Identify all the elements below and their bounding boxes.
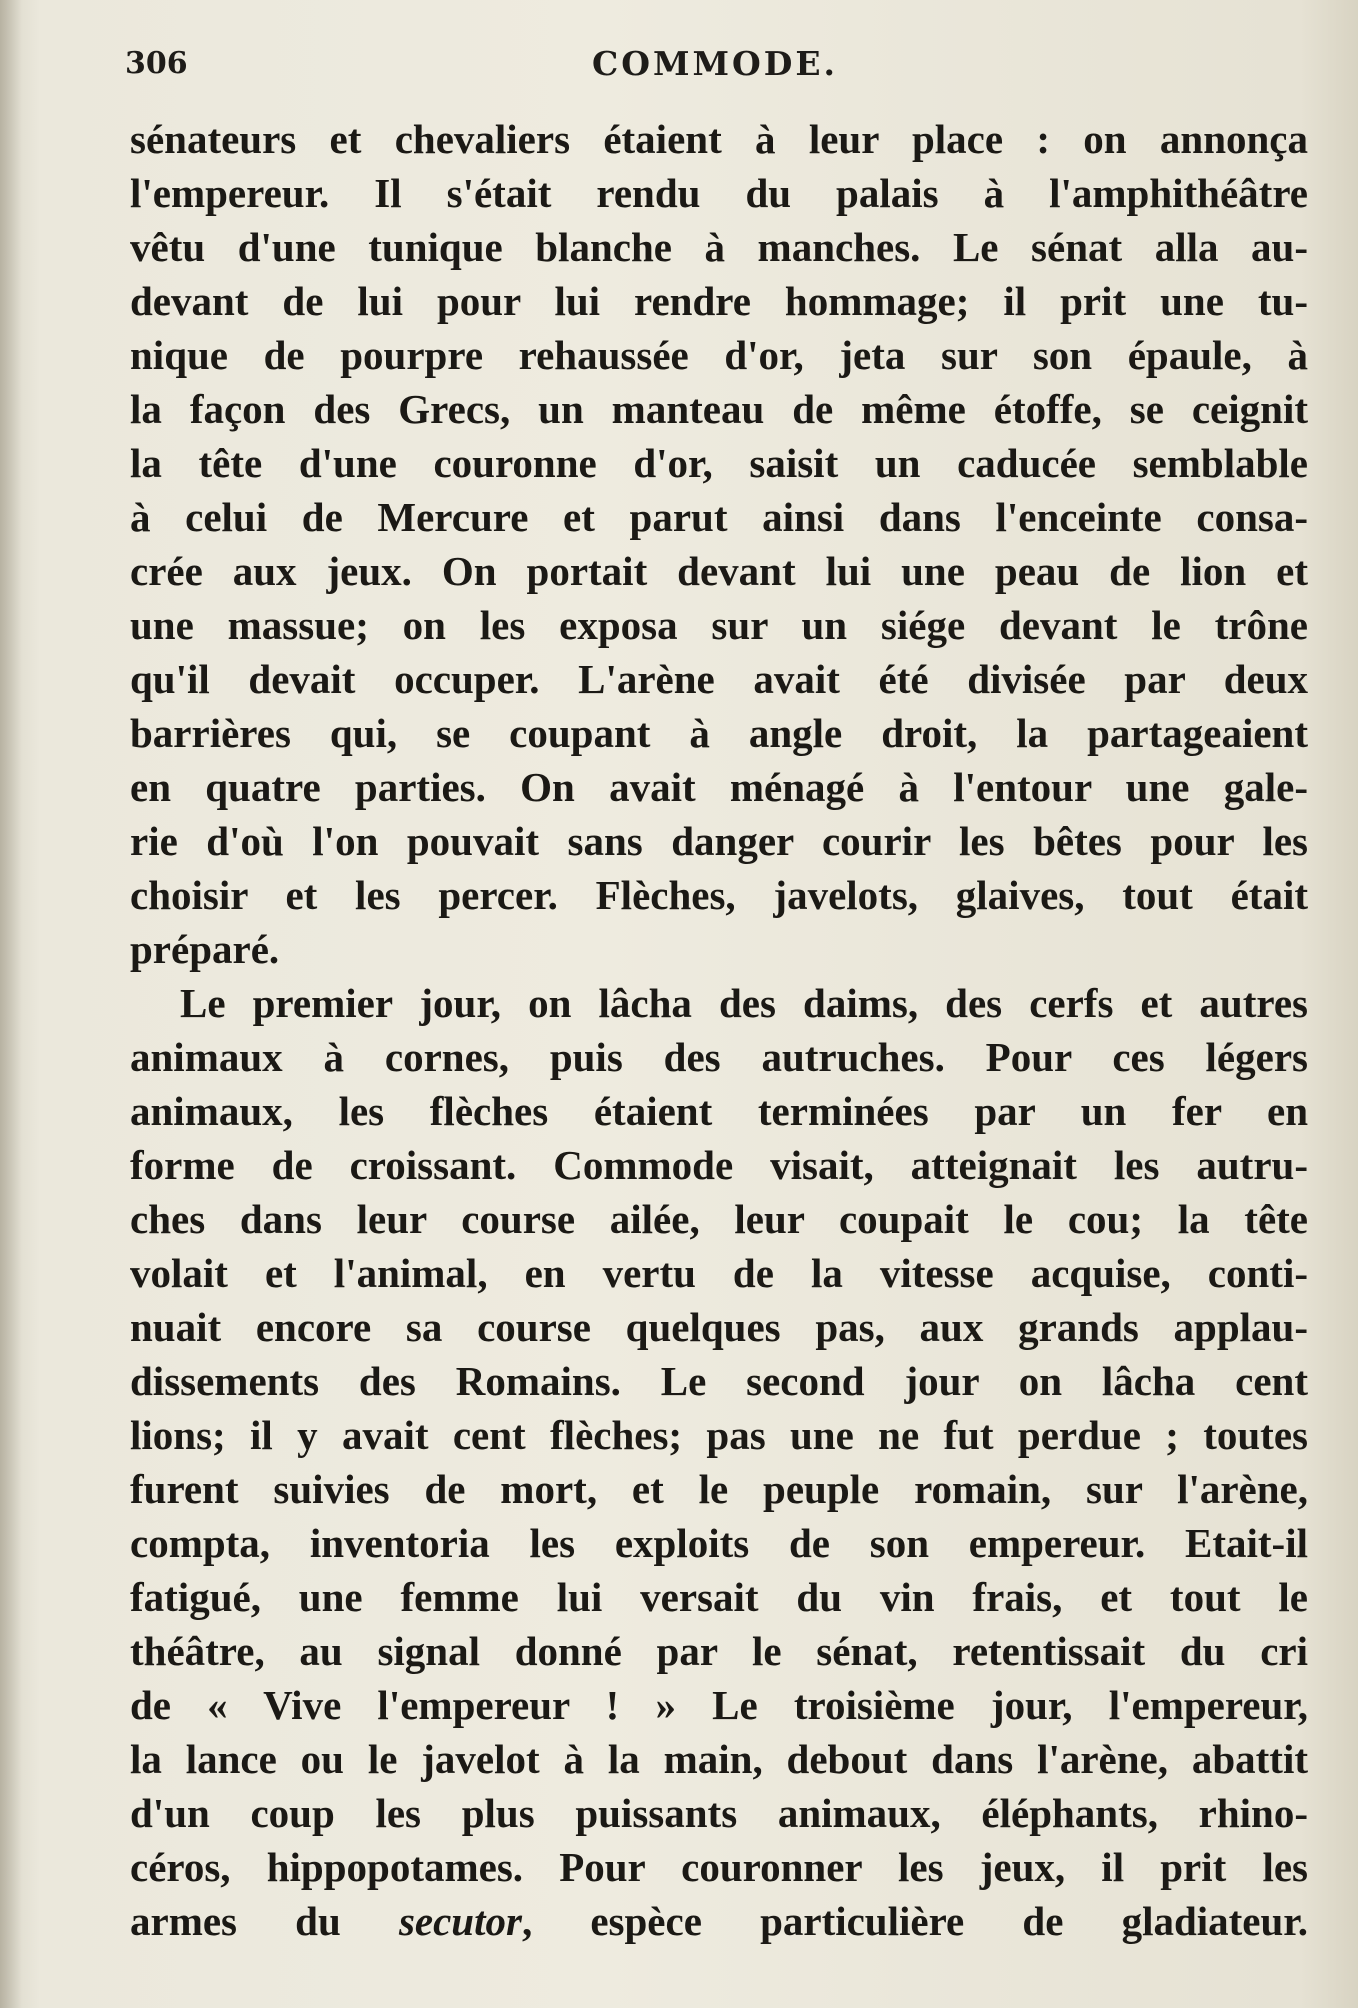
text-line: nique de pourpre rehaussée d'or, jeta sur son épaule, à	[130, 332, 1308, 378]
text-line: lions; il y avait cent flèches; pas une ne fut perdue ; toutes	[130, 1412, 1308, 1458]
text-line: barrières qui, se coupant à angle droit, la partageaient	[130, 710, 1308, 756]
text-line: de « Vive l'empereur ! » Le troisième jour, l'empereur,	[130, 1682, 1308, 1728]
text-line: Le premier jour, on lâcha des daims, des cerfs et autres	[180, 980, 1308, 1026]
body-text	[130, 112, 1308, 1948]
text-line: céros, hippopotames. Pour couronner les jeux, il prit les	[130, 1844, 1308, 1890]
text-line	[130, 1894, 1308, 1948]
text-line: animaux, les flèches étaient terminées par un fer en	[130, 1088, 1308, 1134]
text-line: en quatre parties. On avait ménagé à l'entour une gale-	[130, 764, 1308, 810]
page-number: 306	[125, 46, 188, 81]
text-line: animaux à cornes, puis des autruches. Pour ces légers	[130, 1034, 1308, 1080]
text-line: à celui de Mercure et parut ainsi dans l'enceinte consa-	[130, 494, 1308, 540]
text-line: préparé.	[130, 926, 280, 972]
text-line: crée aux jeux. On portait devant lui une peau de lion et	[130, 548, 1308, 594]
paragraph	[130, 112, 1308, 976]
text-line: sénateurs et chevaliers étaient à leur place : on annonça	[130, 116, 1308, 162]
text-line: compta, inventoria les exploits de son empereur. Etait-il	[130, 1520, 1308, 1566]
text-line: d'un coup les plus puissants animaux, éléphants, rhino-	[130, 1790, 1308, 1836]
text-line: théâtre, au signal donné par le sénat, retentissait du cri	[130, 1628, 1308, 1674]
text-line: fatigué, une femme lui versait du vin frais, et tout le	[130, 1574, 1308, 1620]
text-line: devant de lui pour lui rendre hommage; il prit une tu-	[130, 278, 1308, 324]
text-run: armes du	[130, 1898, 399, 1944]
text-line: choisir et les percer. Flèches, javelots, glaives, tout était	[130, 872, 1308, 918]
text-line: une massue; on les exposa sur un siége devant le trône	[130, 602, 1308, 648]
text-line: nuait encore sa course quelques pas, aux grands applau-	[130, 1304, 1308, 1350]
text-line: la lance ou le javelot à la main, debout dans l'arène, abattit	[130, 1736, 1308, 1782]
text-line: la façon des Grecs, un manteau de même étoffe, se ceignit	[130, 386, 1308, 432]
paragraph	[130, 976, 1308, 1948]
italic-term: secutor	[398, 1898, 522, 1944]
text-line: vêtu d'une tunique blanche à manches. Le sénat alla au-	[130, 224, 1308, 270]
text-line: dissements des Romains. Le second jour on lâcha cent	[130, 1358, 1308, 1404]
text-line: qu'il devait occuper. L'arène avait été divisée par deux	[130, 656, 1308, 702]
text-line: la tête d'une couronne d'or, saisit un caducée semblable	[130, 440, 1308, 486]
text-line: furent suivies de mort, et le peuple romain, sur l'arène,	[130, 1466, 1308, 1512]
text-line: volait et l'animal, en vertu de la vitesse acquise, conti-	[130, 1250, 1308, 1296]
text-run: , espèce particulière de gladiateur.	[521, 1898, 1308, 1944]
spine-shadow	[0, 0, 22, 2008]
text-line: rie d'où l'on pouvait sans danger courir les bêtes pour les	[130, 818, 1308, 864]
running-title: COMMODE.	[591, 44, 839, 83]
text-line: forme de croissant. Commode visait, atteignait les autru-	[130, 1142, 1308, 1188]
text-line: l'empereur. Il s'était rendu du palais à l'amphithéâtre	[130, 170, 1308, 216]
running-head	[125, 42, 1305, 92]
text-line: ches dans leur course ailée, leur coupait le cou; la tête	[130, 1196, 1308, 1242]
